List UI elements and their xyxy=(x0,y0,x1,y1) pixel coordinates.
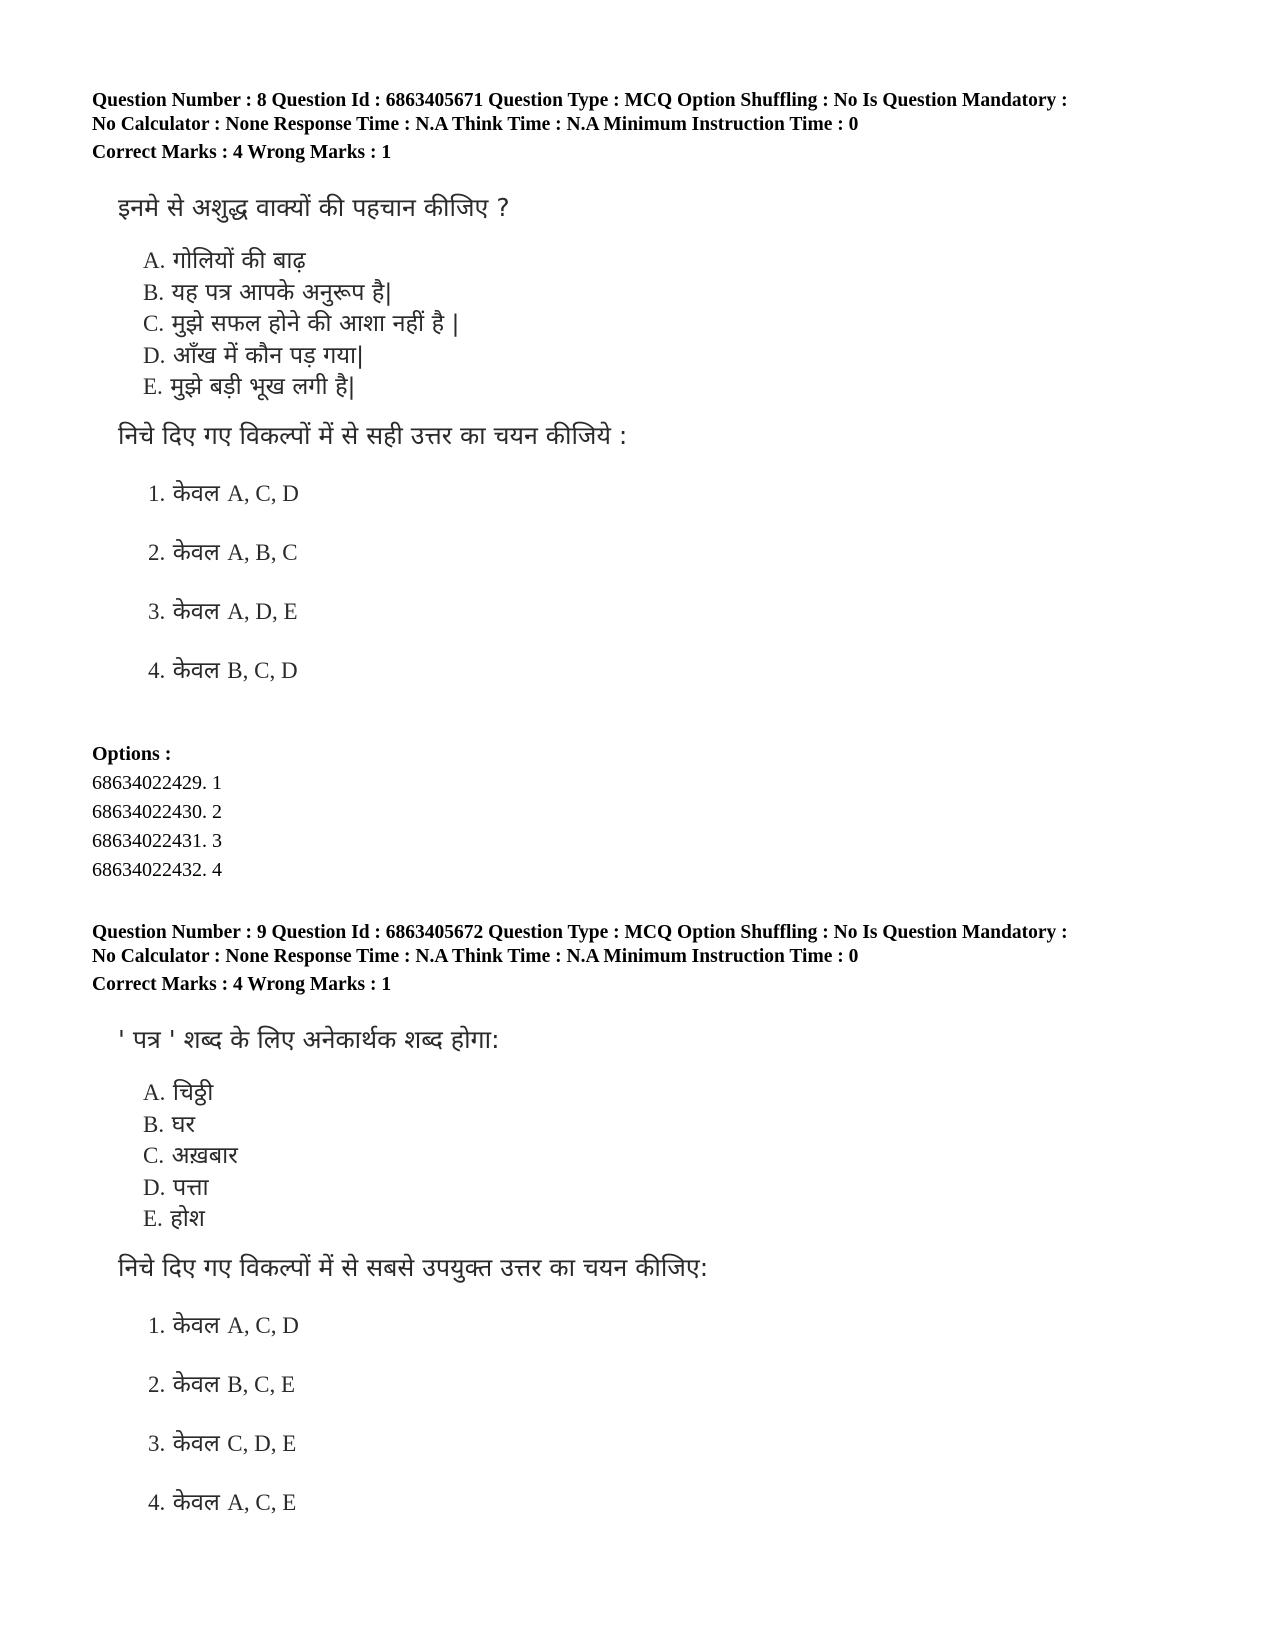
statement-list xyxy=(143,245,459,403)
statement-text: यह पत्र आपके अनुरूप है| xyxy=(171,277,393,306)
question-text: ' पत्र ' शब्द के लिए अनेकार्थक शब्द होगा: xyxy=(118,1025,500,1054)
choice-letters: A, D, E xyxy=(227,599,298,624)
question-meta-line: No Calculator : None Response Time : N.A Think Time : N.A Minimum Instruction Time : 0 xyxy=(92,114,859,135)
statement-item xyxy=(143,1203,238,1235)
choice-word: केवल xyxy=(172,656,220,684)
statement-item xyxy=(143,1109,238,1141)
option-item: 68634022431. 3 xyxy=(92,830,222,852)
choice-number: 3. xyxy=(148,599,166,624)
question-8-header xyxy=(92,89,1068,165)
statement-text: अख़बार xyxy=(171,1141,238,1169)
statement-label: D. xyxy=(143,342,166,368)
statement-label: B. xyxy=(143,1111,165,1137)
question-meta-line: Question Number : 8 Question Id : 6863405671 Question Type : MCQ Option Shuffling : No Is Question Mandatory : xyxy=(92,90,1068,111)
statement-item xyxy=(143,308,459,340)
question-9-header xyxy=(92,921,1068,997)
choice-word: केवल xyxy=(172,538,220,566)
statement-item xyxy=(143,1077,238,1109)
statement-text: चिठ्ठी xyxy=(172,1078,214,1106)
choice-word: केवल xyxy=(172,1311,220,1339)
statement-text: गोलियों की बाढ़ xyxy=(172,246,306,274)
choice-letters: A, C, E xyxy=(227,1490,297,1515)
statement-text: मुझे बड़ी भूख लगी है| xyxy=(170,372,356,400)
question-9-content xyxy=(118,1024,709,1516)
marks-line: Correct Marks : 4 Wrong Marks : 1 xyxy=(92,142,392,163)
choice-number: 1. xyxy=(148,481,166,506)
question-meta-line: No Calculator : None Response Time : N.A Think Time : N.A Minimum Instruction Time : 0 xyxy=(92,946,859,967)
choice-letters: C, D, E xyxy=(227,1431,297,1456)
choice-item xyxy=(148,595,299,654)
choice-number: 4. xyxy=(148,1490,166,1515)
statement-label: E. xyxy=(143,1206,163,1231)
choice-word: केवल xyxy=(172,1429,220,1457)
choice-item xyxy=(148,1309,299,1368)
question-text: इनमे से अशुद्ध वाक्यों की पहचान कीजिए ? xyxy=(118,193,510,222)
statement-item xyxy=(143,340,459,372)
options-title: Options : xyxy=(92,743,172,765)
choice-item xyxy=(148,1368,299,1427)
statement-text: पत्ता xyxy=(172,1172,209,1201)
question-8-content xyxy=(118,192,628,684)
choice-word: केवल xyxy=(172,479,220,507)
choice-number: 3. xyxy=(148,1431,166,1456)
statement-label: D. xyxy=(143,1174,166,1200)
choice-item xyxy=(148,536,299,595)
statement-text: आँख में कौन पड़ गया| xyxy=(172,340,364,369)
question-meta-line: Question Number : 9 Question Id : 6863405672 Question Type : MCQ Option Shuffling : No Is Question Mandatory : xyxy=(92,922,1068,943)
choice-letters: B, C, E xyxy=(227,1372,296,1397)
choice-item xyxy=(148,1486,299,1545)
statement-item xyxy=(143,1140,238,1172)
statement-item xyxy=(143,1172,238,1204)
instruction-text: निचे दिए गए विकल्पों में से सबसे उपयुक्त उत्तर का चयन कीजिए: xyxy=(118,1253,709,1282)
option-item: 68634022430. 2 xyxy=(92,801,222,823)
choice-word: केवल xyxy=(172,1370,220,1398)
choice-word: केवल xyxy=(172,1488,220,1516)
option-item: 68634022429. 1 xyxy=(92,772,222,794)
option-item: 68634022432. 4 xyxy=(92,859,222,881)
statement-text: मुझे सफल होने की आशा नहीं है | xyxy=(171,309,460,337)
statement-label: A. xyxy=(143,248,166,273)
statement-label: B. xyxy=(143,279,165,305)
options-block xyxy=(92,740,222,885)
statement-label: C. xyxy=(143,311,165,336)
choice-letters: A, B, C xyxy=(227,540,298,565)
choice-number: 2. xyxy=(148,540,166,565)
marks-line: Correct Marks : 4 Wrong Marks : 1 xyxy=(92,974,392,995)
choice-word: केवल xyxy=(172,597,220,625)
statement-text: घर xyxy=(171,1109,196,1138)
statement-text: होश xyxy=(170,1204,205,1232)
choice-number: 1. xyxy=(148,1313,166,1338)
statement-label: A. xyxy=(143,1080,166,1105)
choice-list xyxy=(148,1309,299,1545)
statement-label: E. xyxy=(143,374,163,399)
choice-letters: B, C, D xyxy=(227,658,298,683)
statement-item xyxy=(143,371,459,403)
choice-number: 2. xyxy=(148,1372,166,1397)
instruction-text: निचे दिए गए विकल्पों में से सही उत्तर का चयन कीजिये : xyxy=(118,421,628,450)
choice-item xyxy=(148,654,299,713)
choice-letters: A, C, D xyxy=(227,1313,299,1338)
statement-item xyxy=(143,245,459,277)
choice-number: 4. xyxy=(148,658,166,683)
choice-item xyxy=(148,1427,299,1486)
choice-list xyxy=(148,477,299,713)
statement-list xyxy=(143,1077,238,1235)
choice-letters: A, C, D xyxy=(227,481,299,506)
statement-item xyxy=(143,277,459,309)
choice-item xyxy=(148,477,299,536)
statement-label: C. xyxy=(143,1143,165,1168)
